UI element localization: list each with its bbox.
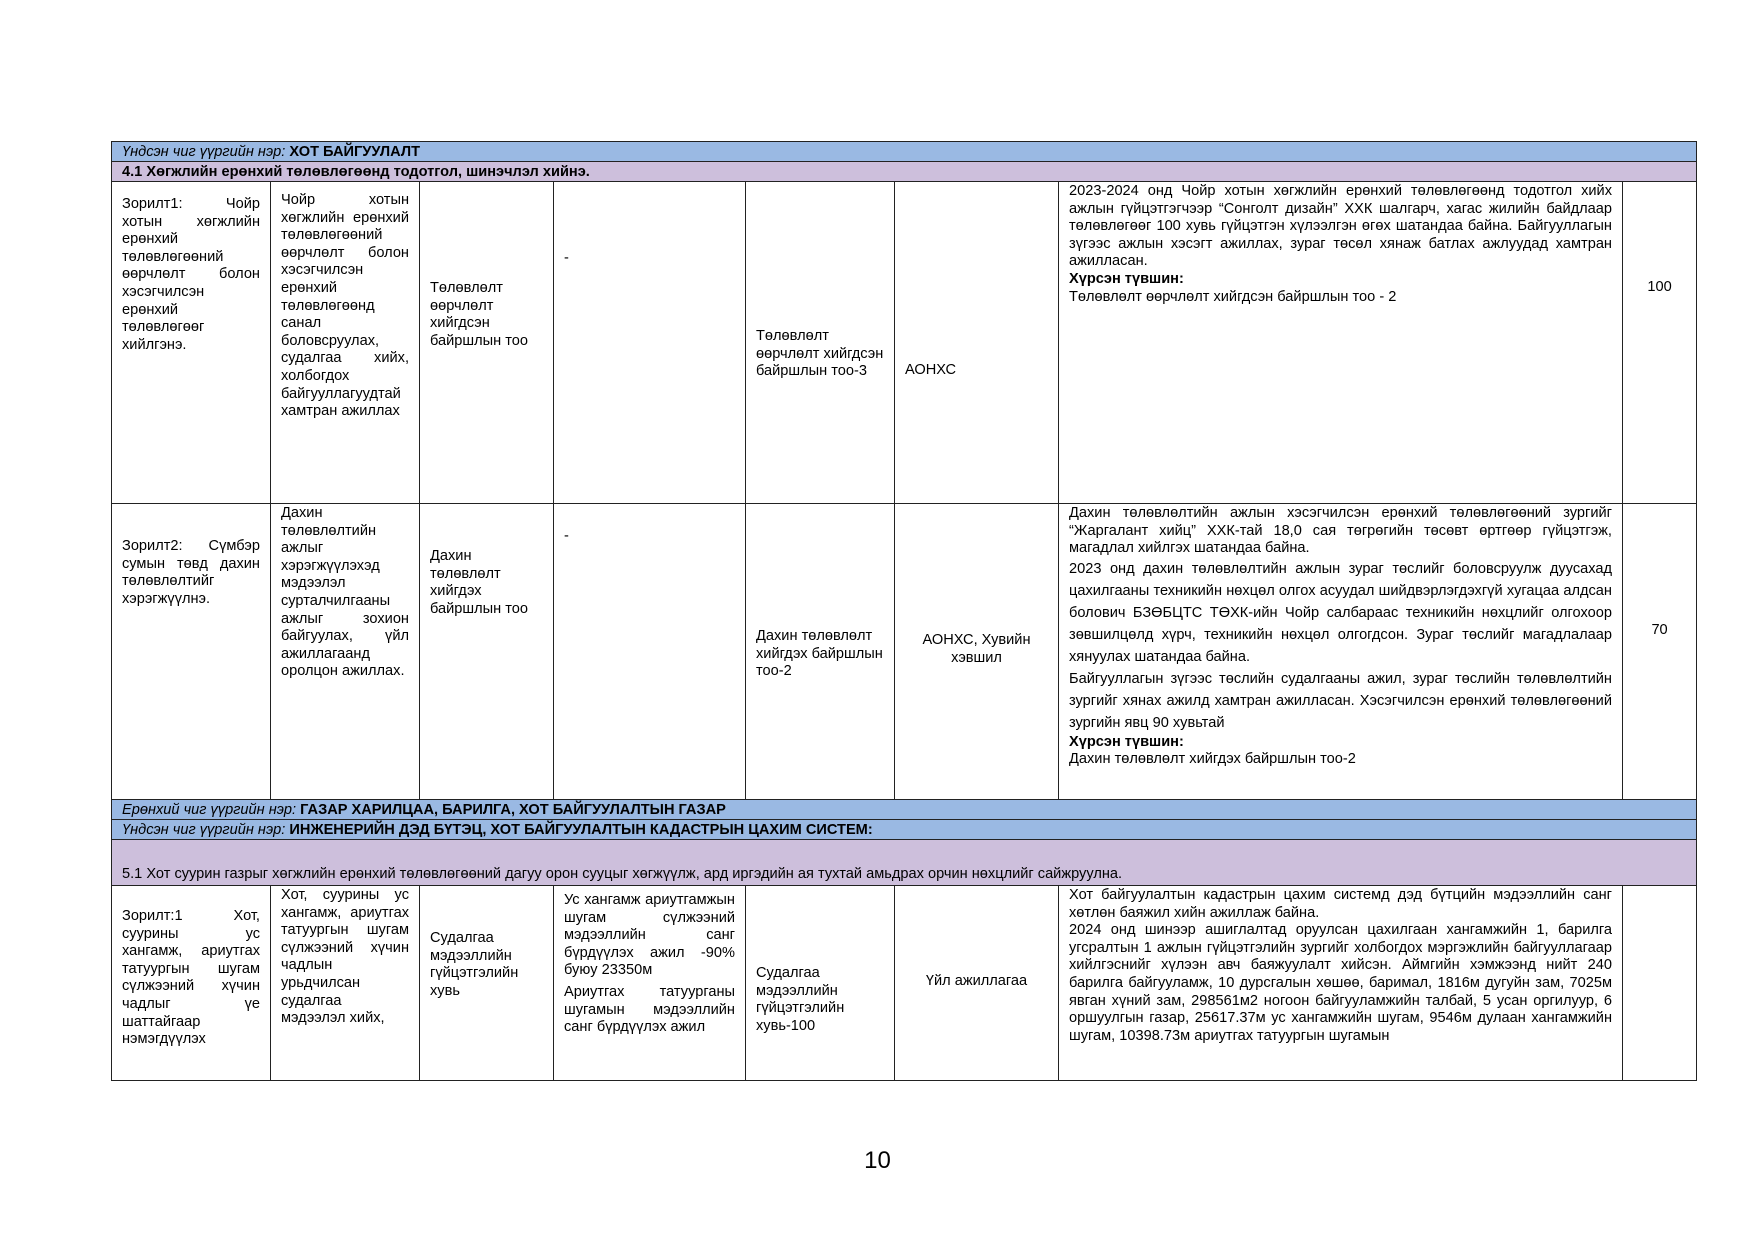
baseline-cell: - [564,250,569,266]
baseline-cell: Ариутгах татуурганы шугамын мэдээллийн санг бүрдүүлэх ажил [564,983,735,1036]
achieved-label: Хүрсэн түвшин: [1069,733,1184,750]
page-number: 10 [864,1147,891,1174]
task-text: 5.1 Хот суурин газрыг хөгжлийн ерөнхий төлөвлөгөөний дагуу орон сууцыг хөгжүүлж, ард иргэдийн ая тухтай амьдрах орчин нөхцлийг сайжруулна. [112,840,1697,886]
score-cell: 100 [1647,279,1672,295]
function-header-row [112,800,1697,820]
progress-paragraph: Байгууллагын зүгээс төслийн судалгааны ажил, зураг төслийн төлөвлөлтийн зургийг хянах ажилд хамтран ажилласан. Хэсэгчилсэн ерөнхий төлөвлөгөөний зургийн явц 90 хувьтай [1069,670,1612,731]
progress-text: Хот байгуулалтын кадастрын цахим системд дэд бүтцийн мэдээллийн санг хөтлөн баяжил хийн ажиллаж байна. [1069,887,1612,921]
action-cell: Хот, суурины ус хангамж, ариутгах татуургын шугам сүлжээний хүчин чадлын урьдчилсан судалгаа мэдээлэл хийх, [281,887,409,1027]
progress-paragraph: Дахин төлөвлөлтийн ажлын хэсэгчилсэн ерөнхий төлөвлөгөөний зургийг “Жаргалант хийц” ХХК-тай 18,0 сая төгрөгийн төсөвт өртгөөр гүйцэтгэж, магадлал хийлгэх шатандаа байна. [1069,505,1612,557]
action-cell: Дахин төлөвлөлтийн ажлыг хэрэгжүүлэхэд мэдээлэл сурталчилгааны ажлыг зохион байгуулах, үйл ажиллагаанд оролцон ажиллах. [281,505,409,680]
action-cell: Чойр хотын хөгжлийн ерөнхий төлөвлөгөөний өөрчлөлт болон хэсэгчилсэн ерөнхий төлөвлөгөөнд санал боловсруулах, судалгаа хийх, холбогдох байгууллагуудтай хамтран ажиллах [281,192,409,420]
baseline-cell: - [564,528,569,544]
header-value: ГАЗАР ХАРИЛЦАА, БАРИЛГА, ХОТ БАЙГУУЛАЛТЫН ГАЗАР [300,801,726,818]
task-text: 4.1 Хөгжлийн ерөнхий төлөвлөгөөнд тодотгол, шинэчлэл хийнэ. [112,162,1697,182]
baseline-cell: Ус хангамж ариутгамжын шугам сүлжээний мэдээллийн санг бүрдүүлэх ажил -90% буюу 23350м [564,892,735,979]
goal-cell: Зорилт2: Сүмбэр сумын төвд дахин төлөвлөлтийг хэрэгжүүлнэ. [122,538,260,607]
target-cell: Судалгаа мэдээллийн гүйцэтгэлийн хувь-100 [756,965,845,1034]
progress-paragraph: 2023 онд дахин төлөвлөлтийн ажлын зураг төслийг боловсруулж дуусахад цахилгааны техникийн нөхцөл олгох асуудал шийдвэрлэгдэхгүй хугацаа алдсан болович БЗӨБЦТС ТӨХК-ийн Чойр салбараас техникийн нөхцлийг олгохоор зөвшилцөлд хүрч, техникийн нөхцөл олгогдсон. Зураг төслийг магадлалаар хянуулах шатандаа байна. [1069,560,1612,665]
indicator-cell: Дахин төлөвлөлт хийгдэх байршлын тоо [430,548,528,617]
target-cell: Төлөвлөлт өөрчлөлт хийгдсэн байршлын тоо-3 [756,328,884,380]
function-header-row [112,820,1697,840]
task-row [112,840,1697,886]
target-cell: Дахин төлөвлөлт хийгдэх байршлын тоо-2 [756,628,883,680]
progress-text: 2024 онд шинээр ашиглалтад оруулсан цахилгаан хангамжийн 1, барилга угсралтын 1 ажлын гүйцэтгэлийн зургийг холбогдох мэргэжлийн байгууллагаар хийлгэснийг хүлээн авч баяжуулалт хийсэн. Аймгийн хэмжээнд нийт 240 барилга байгууламж, 10 дурсгалын хөшөө, баримал, 1816м дугуйн зам, 7025м явган хүний зам, 298561м2 ногоон байгууламжийн талбай, 5 усан оргилуур, 6 оршуулгын газар, 25617.37м ус хангамжийн шугам, 9546м дулаан хангамжийн шугам, 10398.73м ариутгах татуургын шугамын [1069,922,1612,1044]
achieved-label: Хүрсэн түвшин: [1069,270,1184,287]
goal-cell: Зорилт:1 Хот, суурины ус хангамж, ариутгах татуургын шугам сүлжээний хүчин чадлыг үе шаттайгаар нэмэгдүүлэх [122,908,260,1048]
function-header-row [112,142,1697,162]
responsible-cell: АОНХС, Хувийн хэвшил [922,632,1031,666]
responsible-cell: АОНХС [905,362,957,378]
progress-text: 2023-2024 онд Чойр хотын хөгжлийн ерөнхий төлөвлөгөөнд тодотгол хийх ажлын гүйцэтгэгчээр “Сонголт дизайн” ХХК шалгарч, хагас жилийн байдлаар төлөвлөгөөг 100 хувь гүйцэтгэн хүлээлгэн өгөх шатандаа байна. Байгууллагын зүгээс ажлын хэсэгт ажиллах, зураг төсөл хянаж батлах ажлуудад хамтран ажилласан. [1069,183,1612,270]
header-label: Үндсэн чиг үүргийн нэр: [122,821,286,838]
header-value: ИНЖЕНЕРИЙН ДЭД БҮТЭЦ, ХОТ БАЙГУУЛАЛТЫН КАДАСТРЫН ЦАХИМ СИСТЕМ: [289,821,873,838]
header-label: Ерөнхий чиг үүргийн нэр: [122,801,297,818]
achieved-value: Төлөвлөлт өөрчлөлт хийгдсэн байршлын тоо - 2 [1069,288,1397,305]
score-cell: 70 [1651,622,1668,638]
responsible-cell: Үйл ажиллагаа [925,973,1028,989]
goal-cell: Зорилт1: Чойр хотын хөгжлийн ерөнхий төлөвлөгөөний өөрчлөлт болон хэсэгчилсэн ерөнхий төлөвлөгөөг хийлгэнэ. [122,196,260,353]
achieved-value: Дахин төлөвлөлт хийгдэх байршлын тоо-2 [1069,751,1356,768]
indicator-cell: Төлөвлөлт өөрчлөлт хийгдсэн байршлын тоо [430,280,528,349]
header-label: Үндсэн чиг үүргийн нэр: [122,143,286,160]
table-row [112,886,1697,1081]
task-row [112,162,1697,182]
indicator-cell: Судалгаа мэдээллийн гүйцэтгэлийн хувь [430,930,519,999]
table-row [112,504,1697,800]
table-row [112,182,1697,504]
plan-table [111,141,1697,1081]
header-value: ХОТ БАЙГУУЛАЛТ [289,143,420,160]
